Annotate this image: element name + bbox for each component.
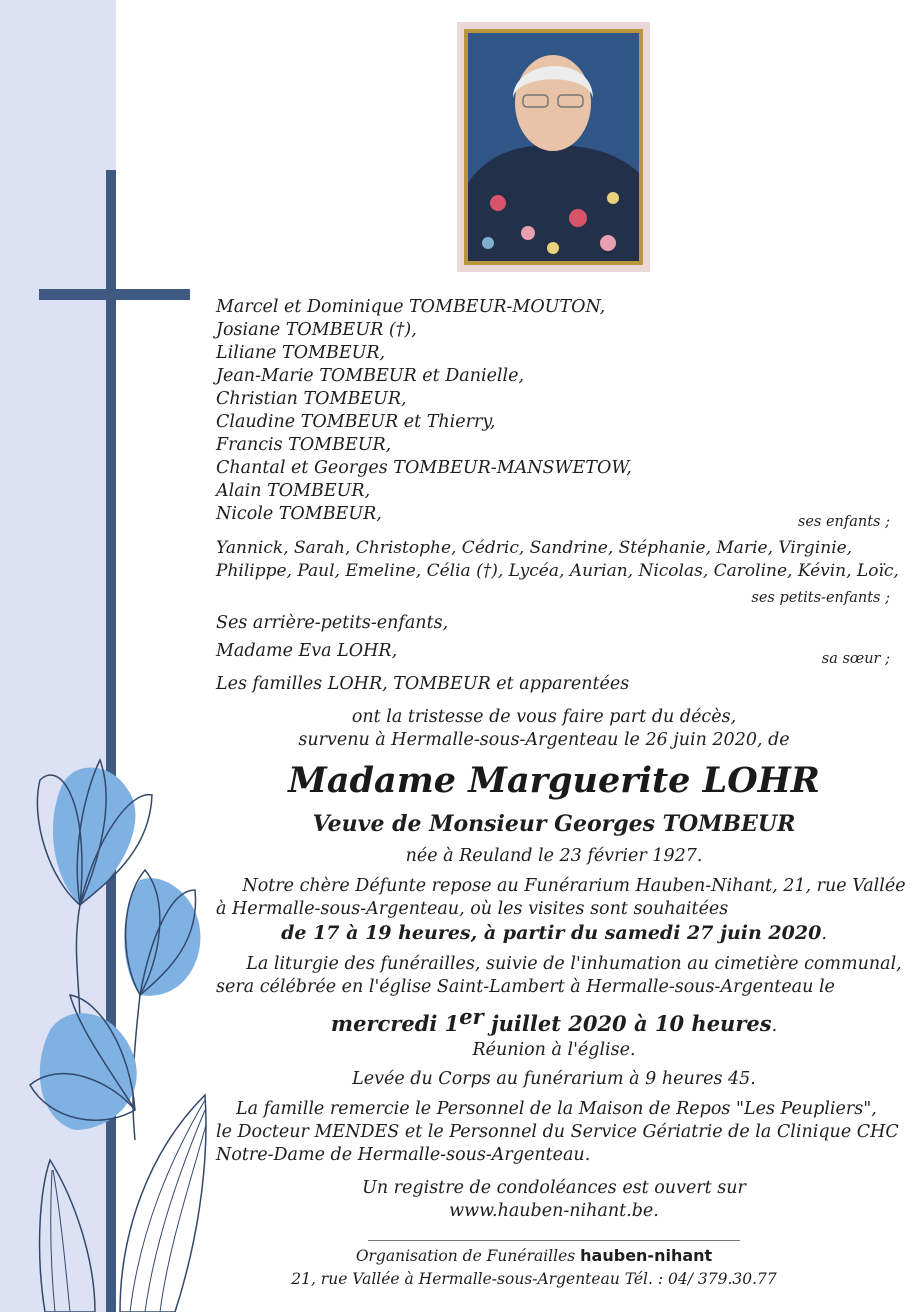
visiting-hours-text: de 17 à 19 heures, à partir du samedi 27 juin 2020 [281,922,822,944]
family-member: Alain TOMBEUR, [216,481,371,501]
cross-horizontal [39,289,190,300]
cross-flowers-decoration [0,0,230,1312]
footer-organisation [196,1246,872,1266]
meeting-info: Réunion à l'église. [472,1040,636,1060]
tulip-flower-icon [30,995,137,1130]
levee-info: Levée du Corps au funérarium à 9 heures 45. [352,1069,756,1089]
website-link[interactable]: www.hauben-nihant.be. [449,1201,659,1221]
footer-divider [368,1240,740,1241]
leaf-icon [120,1095,206,1312]
relation-grandchildren: ses petits-enfants ; [751,590,890,606]
family-member: Chantal et Georges TOMBEUR-MANSWETOW, [216,458,632,478]
birth-info: née à Reuland le 23 février 1927. [405,846,703,866]
footer-org-text: Organisation de Funérailles [355,1247,581,1265]
relation-sister: sa sœur ; [821,651,890,667]
funeral-day: mercredi 1 [330,1010,460,1036]
portrait-illustration [468,33,639,261]
announcement-line: survenu à Hermalle-sous-Argenteau le 26 juin 2020, de [298,730,790,750]
register-line: Un registre de condoléances est ouvert sur [362,1178,746,1198]
family-member: Nicole TOMBEUR, [216,504,382,524]
funeral-home-logo: hauben-nihant [580,1246,713,1265]
cross-vertical [106,170,116,1312]
thanks-line: La famille remercie le Personnel de la Maison de Repos "Les Peupliers", [236,1099,877,1119]
grandchildren-line: Philippe, Paul, Emeline, Célia (†), Lycéa, Aurian, Nicolas, Caroline, Kévin, Loïc, [216,561,899,581]
liturgy-info: La liturgie des funérailles, suivie de l'inhumation au cimetière communal, [246,954,902,974]
portrait-photo-frame [457,22,650,272]
funeral-date [216,1005,892,1038]
leaf-icon [40,1160,95,1312]
great-grandchildren: Ses arrière-petits-enfants, [216,613,449,633]
visiting-hours [216,922,892,946]
families: Les familles LOHR, TOMBEUR et apparentées [216,674,630,694]
thanks-line: le Docteur MENDES et le Personnel du Service Gériatrie de la Clinique CHC [216,1122,899,1142]
grandchildren-line: Yannick, Sarah, Christophe, Cédric, Sandrine, Stéphanie, Marie, Virginie, [216,538,853,558]
visiting-hours-end: . [821,924,827,944]
deceased-name: Madame Marguerite LOHR [288,760,820,801]
family-member: Francis TOMBEUR, [216,435,392,455]
sister: Madame Eva LOHR, [216,641,398,661]
rest-info: à Hermalle-sous-Argenteau, où les visites sont souhaitées [216,899,729,919]
family-member: Josiane TOMBEUR (†), [216,320,417,340]
tulip-flower-icon [124,870,200,1140]
relation-children: ses enfants ; [797,514,890,530]
funeral-date-end: . [771,1015,778,1036]
funeral-sup: er [459,1004,484,1029]
family-member: Marcel et Dominique TOMBEUR-MOUTON, [216,297,606,317]
liturgy-info: sera célébrée en l'église Saint-Lambert à Hermalle-sous-Argenteau le [216,977,835,997]
announcement-line: ont la tristesse de vous faire part du décès, [351,707,737,727]
family-member: Liliane TOMBEUR, [216,343,386,363]
portrait-photo [464,29,643,265]
funeral-date-rest: juillet 2020 à 10 heures [483,1010,772,1036]
footer-address: 21, rue Vallée à Hermalle-sous-Argenteau Tél. : 04/ 379.30.77 [291,1270,777,1288]
family-member: Claudine TOMBEUR et Thierry, [216,412,496,432]
rest-info: Notre chère Défunte repose au Funérarium Hauben-Nihant, 21, rue Vallée [242,876,906,896]
family-member: Jean-Marie TOMBEUR et Danielle, [216,366,525,386]
thanks-line: Notre-Dame de Hermalle-sous-Argenteau. [216,1145,591,1165]
family-member: Christian TOMBEUR, [216,389,407,409]
widow-of: Veuve de Monsieur Georges TOMBEUR [312,811,796,837]
